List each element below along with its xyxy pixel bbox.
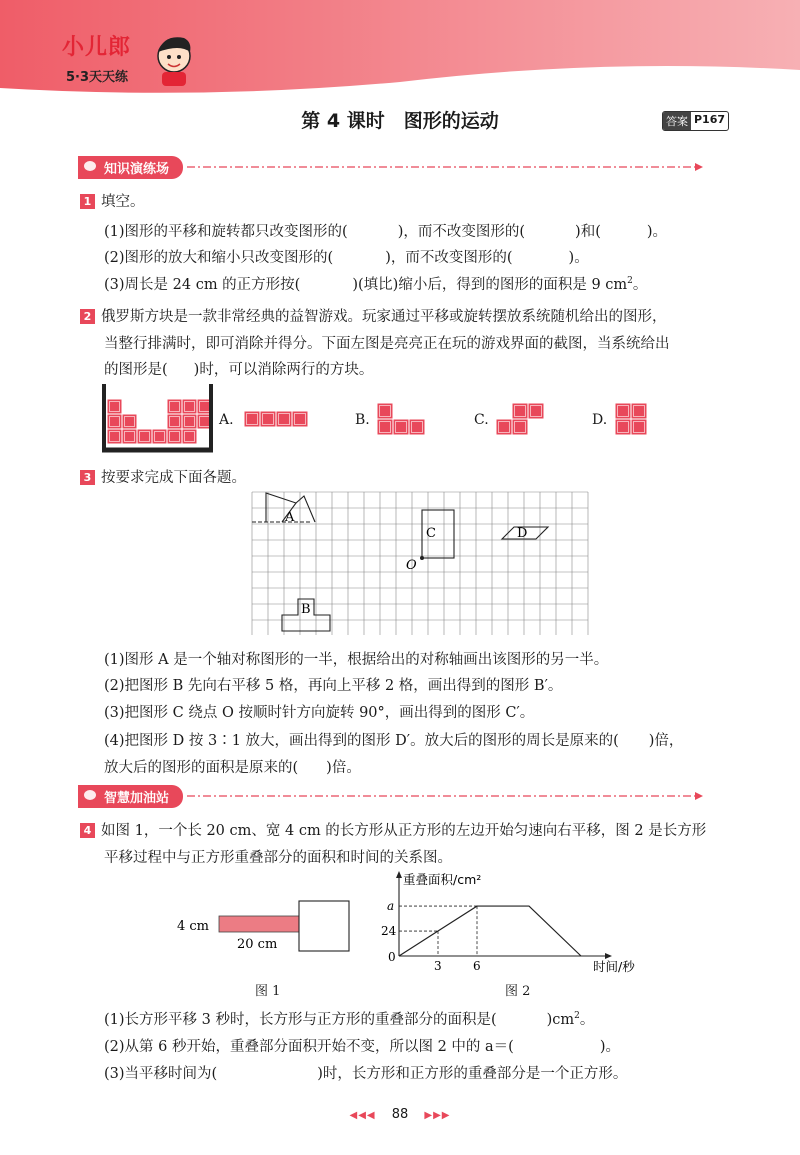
option-a-label[interactable]: A. xyxy=(219,412,234,428)
fig1-caption: 图 1 xyxy=(255,984,281,999)
question-number: 3 xyxy=(80,470,95,485)
fig1-length-label: 20 cm xyxy=(237,937,278,952)
tetris-well xyxy=(100,384,215,454)
label-d: D xyxy=(517,526,528,541)
grid-figure xyxy=(250,490,590,635)
y-axis-arrow xyxy=(396,871,402,878)
option-b-shape[interactable] xyxy=(377,403,427,437)
q1-part3: (3)周长是 24 cm 的正方形按( )(填比)缩小后，得到的图形的面积是 9 $cm^2$。 xyxy=(104,276,648,293)
q3-part3: (3)把图形 C 绕点 O 按顺时针方向旋转 90°，画出得到的图形 C′。 xyxy=(104,705,535,721)
q1-stem: 1 填空。 xyxy=(80,190,145,211)
option-a-shape[interactable] xyxy=(244,411,308,429)
y-tick-label: 24 xyxy=(381,924,397,939)
q3-part2: (2)把图形 B 先向右平移 5 格，再向上平移 2 格，画出得到的图形 B′。 xyxy=(104,678,563,694)
y-axis-label: 重叠面积/cm² xyxy=(403,872,482,887)
option-d-shape[interactable] xyxy=(615,403,649,437)
left-arrows-icon: ◀◀◀ xyxy=(349,1110,376,1121)
overlap-chart xyxy=(375,868,665,978)
label-c: C xyxy=(426,526,436,541)
question-number: 1 xyxy=(80,194,95,209)
q1-part2: (2)图形的放大和缩小只改变图形的( )，而不改变图形的( )。 xyxy=(104,250,589,266)
section-divider xyxy=(183,791,703,801)
square xyxy=(299,901,349,951)
label-b: B xyxy=(301,602,311,617)
mascot-boy xyxy=(150,32,198,88)
q4-part1: (1)长方形平移 3 秒时，长方形与正方形的重叠部分的面积是( )$cm^2$。 xyxy=(104,1011,595,1028)
q2-line3: 的图形是( )时，可以消除两行的方块。 xyxy=(104,362,374,378)
section-challenge: 智慧加油站 xyxy=(78,785,728,807)
shape-a-part xyxy=(296,496,315,522)
right-arrows-icon: ▶▶▶ xyxy=(424,1110,451,1121)
x-tick-label: 6 xyxy=(473,959,481,973)
origin-label: 0 xyxy=(388,950,396,964)
section-divider xyxy=(183,162,703,172)
page-number: 88 xyxy=(391,1107,409,1122)
answer-badge: 答案 P167 xyxy=(662,111,729,131)
q4-part2: (2)从第 6 秒开始，重叠部分面积开始不变，所以图 2 中的 a＝( )。 xyxy=(104,1039,621,1055)
section-practice: 知识演练场 xyxy=(78,156,728,178)
figure1 xyxy=(175,898,350,958)
option-b-label[interactable]: B. xyxy=(355,412,370,428)
label-a: A xyxy=(285,510,295,525)
point-o xyxy=(420,556,424,560)
q4-line2: 平移过程中与正方形重叠部分的面积和时间的关系图。 xyxy=(104,850,452,866)
q4-part3: (3)当平移时间为( )时，长方形和正方形的重叠部分是一个正方形。 xyxy=(104,1066,628,1082)
q4-line1: 4 如图 1，一个长 20 cm、宽 4 cm 的长方形从正方形的左边开始匀速向右平移，图 2 是长方形 xyxy=(80,819,706,840)
q3-part4: (4)把图形 D 按 3∶1 放大，画出得到的图形 D′。放大后的图形的周长是原来的( )倍， xyxy=(104,733,684,749)
x-tick-label: 3 xyxy=(434,959,442,973)
option-d-label[interactable]: D. xyxy=(592,412,608,428)
q3-part1: (1)图形 A 是一个轴对称图形的一半，根据给出的对称轴画出该图形的另一半。 xyxy=(104,652,609,668)
q3-part4-cont: 放大后的图形的面积是原来的( )倍。 xyxy=(104,760,361,776)
question-number: 2 xyxy=(80,309,95,324)
q3-stem: 3 按要求完成下面各题。 xyxy=(80,466,246,487)
page-footer xyxy=(0,1107,800,1122)
moving-rectangle xyxy=(219,916,299,932)
brand-logo: 小儿郎 xyxy=(62,35,132,60)
q1-part1: (1)图形的平移和旋转都只改变图形的( )，而不改变图形的( )和( )。 xyxy=(104,224,668,240)
series-label: 5·3天天练 xyxy=(66,70,129,85)
x-axis-label: 时间/秒 xyxy=(593,959,635,974)
page-title: 第 4 课时 图形的运动 xyxy=(301,110,499,132)
question-number: 4 xyxy=(80,823,95,838)
q2-line2: 当整行排满时，即可消除并得分。下面左图是亮亮正在玩的游戏界面的截图，当系统给出 xyxy=(104,336,670,352)
option-c-label[interactable]: C. xyxy=(474,412,489,428)
q2-line1: 2 俄罗斯方块是一款非常经典的益智游戏。玩家通过平移或旋转摆放系统随机给出的图形， xyxy=(80,305,667,326)
option-c-shape[interactable] xyxy=(496,403,546,437)
fig2-caption: 图 2 xyxy=(505,984,531,999)
y-tick-label: a xyxy=(387,899,395,914)
label-o: O xyxy=(406,558,417,573)
fig1-width-label: 4 cm xyxy=(177,919,210,934)
